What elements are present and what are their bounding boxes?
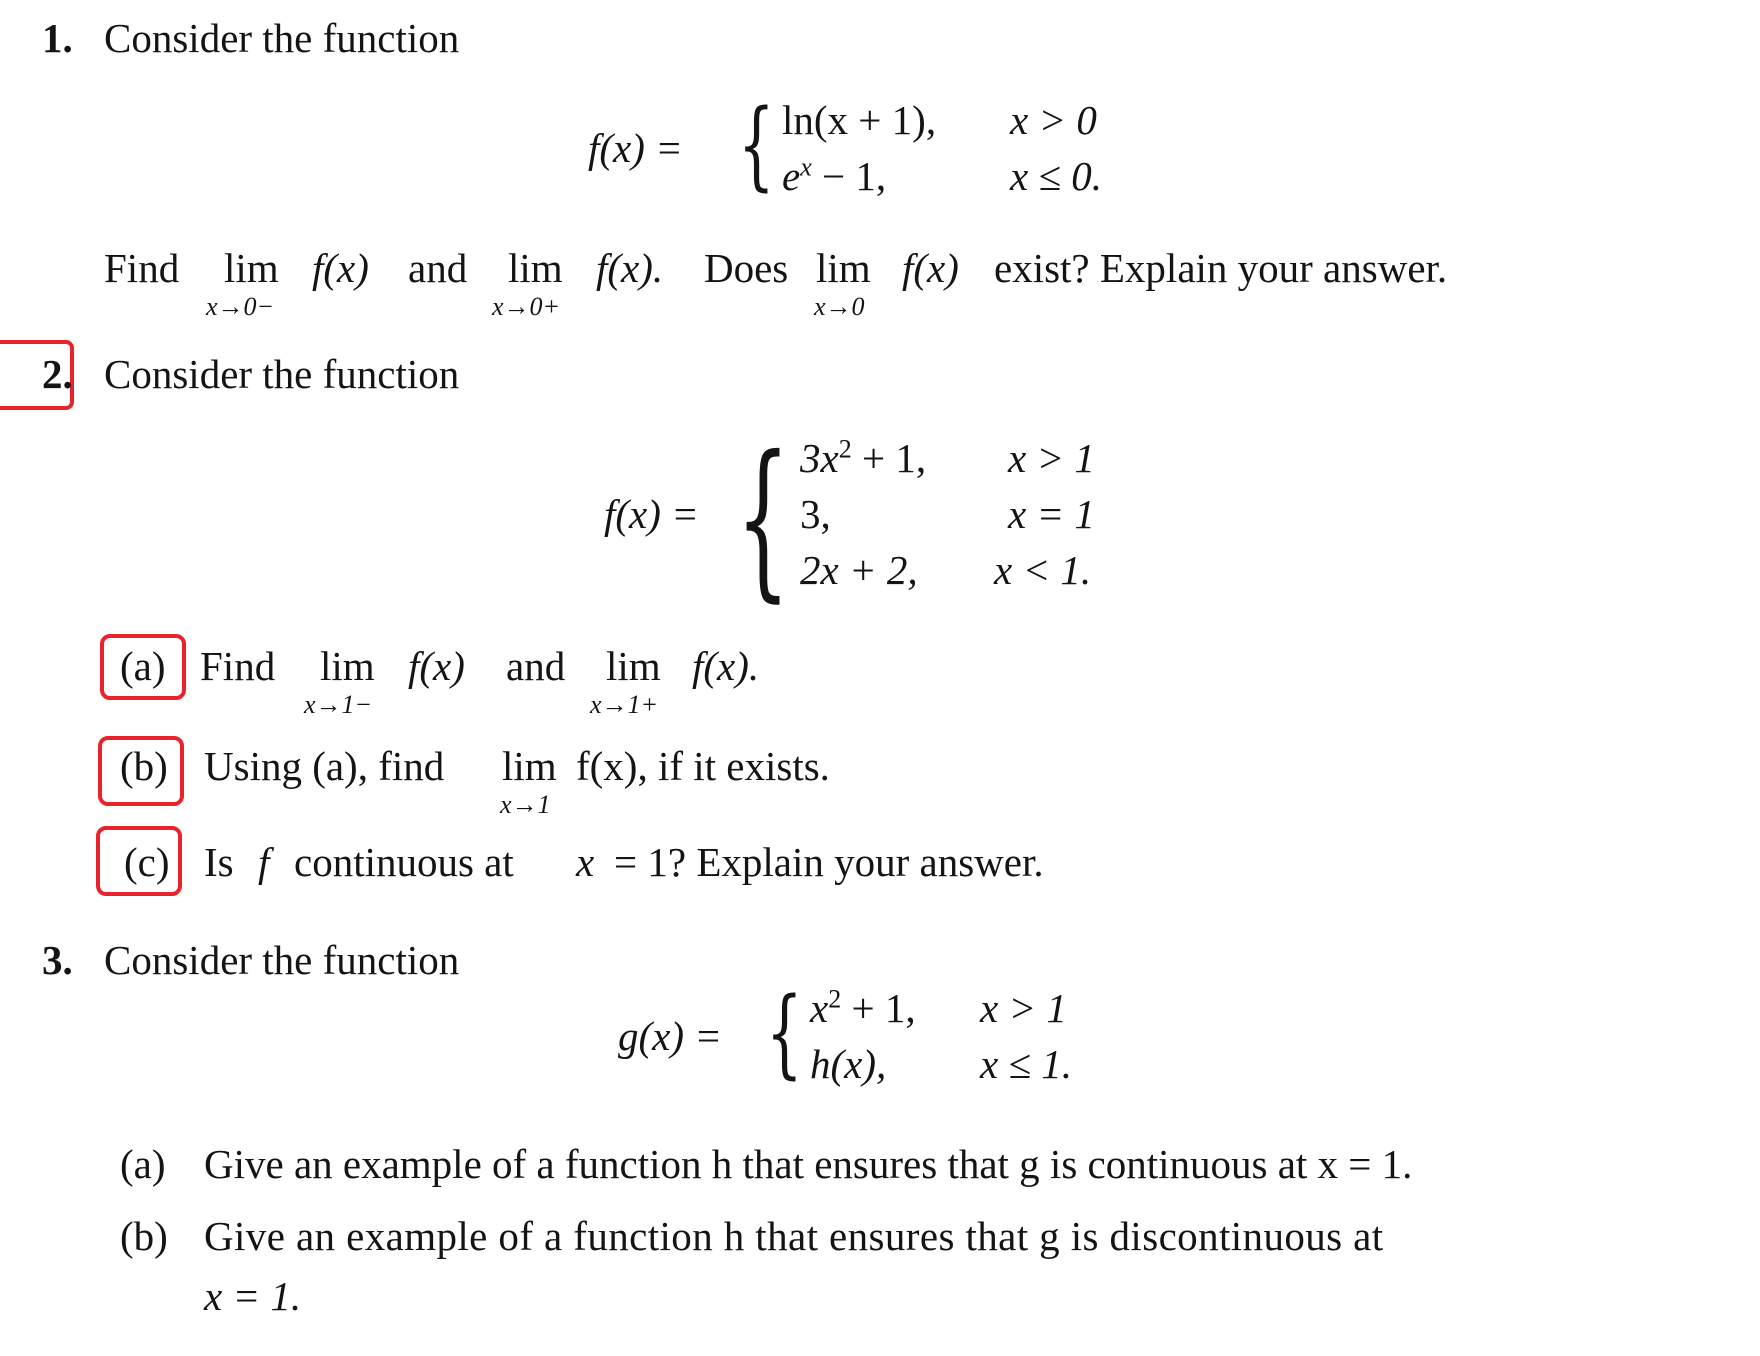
question-tail: exist? Explain your answer. xyxy=(994,245,1448,291)
variable: x xyxy=(576,839,595,885)
case-1-expression: ln(x + 1), xyxy=(782,97,937,143)
function-name: f(x) = xyxy=(588,125,683,171)
case-2-condition: x = 1 xyxy=(1008,491,1095,537)
case-1-condition: x > 0 xyxy=(1010,97,1097,143)
case-3-condition: x < 1. xyxy=(994,547,1092,593)
function-expression: f(x). xyxy=(692,643,760,689)
case-2-expression: $e^x - 1$, xyxy=(782,152,887,199)
problem-1-number: 1. xyxy=(42,15,73,61)
limit-subscript: x→0 xyxy=(814,292,865,321)
limit-operator: lim xyxy=(224,245,279,291)
part-label: (c) xyxy=(124,839,170,885)
limit-subscript: x→1+ xyxy=(590,690,659,719)
limit-operator: lim xyxy=(606,643,661,689)
part-text: Give an example of a function h that ensures that g is discontinuous at xyxy=(204,1213,1384,1259)
limit-operator: lim xyxy=(502,743,557,789)
case-2-expression: 3, xyxy=(800,491,831,537)
and-text: and xyxy=(408,245,468,291)
function-expression: f(x) xyxy=(312,245,369,291)
and-text: and xyxy=(506,643,566,689)
case-1-condition: x > 1 xyxy=(980,985,1067,1031)
problem-2-number: 2. xyxy=(42,351,73,397)
part-label: (a) xyxy=(120,643,166,689)
part-text: continuous at xyxy=(294,839,514,885)
problem-2-intro: Consider the function xyxy=(104,351,460,397)
part-text: = 1? Explain your answer. xyxy=(614,839,1044,885)
limit-operator: lim xyxy=(508,245,563,291)
part-text: Using (a), find xyxy=(204,743,445,789)
limit-subscript: x→0+ xyxy=(492,292,561,321)
limit-subscript: x→1− xyxy=(304,690,373,719)
case-2-condition: x ≤ 1. xyxy=(980,1041,1072,1087)
limit-operator: lim xyxy=(320,643,375,689)
case-3-expression: 2x + 2, xyxy=(800,547,918,593)
function-name: f(x) = xyxy=(604,491,699,537)
case-2-expression: h(x), xyxy=(810,1041,887,1087)
find-text: Find xyxy=(200,643,276,689)
left-brace: { xyxy=(738,89,775,201)
function-symbol: f xyxy=(258,839,270,885)
problem-1-intro: Consider the function xyxy=(104,15,460,61)
part-text-continued: x = 1. xyxy=(204,1273,302,1319)
left-brace: { xyxy=(736,420,791,618)
case-1-expression: $3x^2 + 1$, xyxy=(800,434,927,481)
function-expression: f(x) xyxy=(408,643,465,689)
limit-subscript: x→1 xyxy=(500,790,551,819)
left-brace: { xyxy=(766,977,803,1089)
function-expression: f(x) xyxy=(902,245,959,291)
part-text: Is xyxy=(204,839,234,885)
problem-3-number: 3. xyxy=(42,937,73,983)
part-label: (b) xyxy=(120,743,168,789)
case-2-condition: x ≤ 0. xyxy=(1010,153,1102,199)
find-text: Find xyxy=(104,245,180,291)
part-text: Give an example of a function h that ensures that g is continuous at x = 1. xyxy=(204,1141,1413,1187)
part-label: (a) xyxy=(120,1141,166,1187)
function-name: g(x) = xyxy=(618,1013,722,1059)
limit-operator: lim xyxy=(816,245,871,291)
part-text: f(x), if it exists. xyxy=(576,743,830,789)
does-text: Does xyxy=(704,245,789,291)
problem-3-intro: Consider the function xyxy=(104,937,460,983)
case-1-expression: $x^2 + 1$, xyxy=(810,984,916,1031)
part-label: (b) xyxy=(120,1213,168,1259)
case-1-condition: x > 1 xyxy=(1008,435,1095,481)
function-expression: f(x). xyxy=(596,245,664,291)
limit-subscript: x→0− xyxy=(206,292,275,321)
